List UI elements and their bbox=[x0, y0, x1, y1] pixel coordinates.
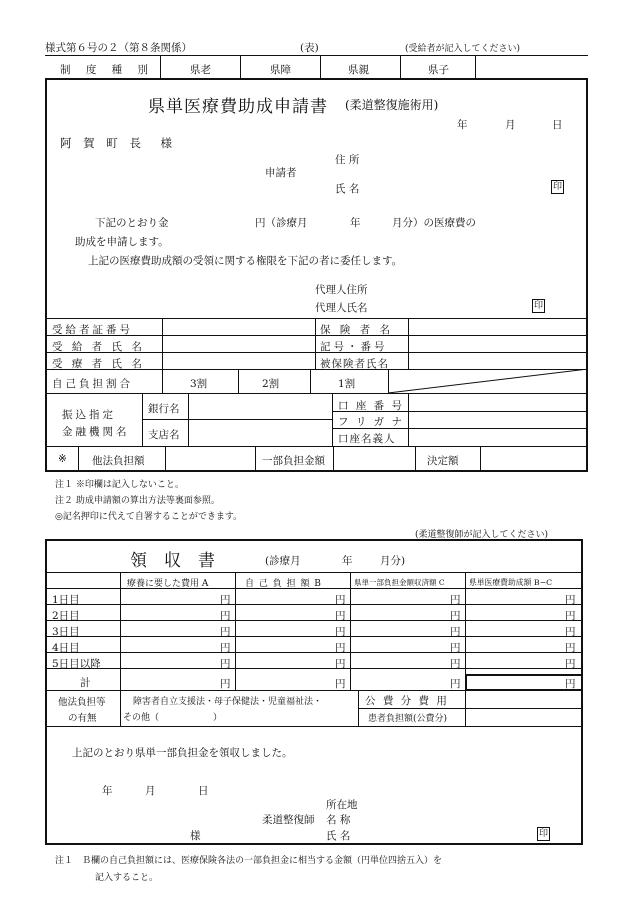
receipt-statement: 上記のとおり県単一部負担金を領収しました。 bbox=[72, 747, 293, 759]
application-subtitle: (柔道整復施術用) bbox=[345, 98, 439, 112]
other-law-label: 他法負担額 bbox=[92, 455, 145, 467]
yen-a4: 円 bbox=[220, 642, 231, 654]
yen-c-total: 円 bbox=[450, 678, 461, 690]
yen-d5: 円 bbox=[565, 658, 576, 670]
row-day-2: 2日目 bbox=[52, 610, 80, 622]
col-cost-a: 療養に要した費用 A bbox=[127, 579, 209, 589]
yen-c4: 円 bbox=[450, 642, 461, 654]
system-type-label: 制 度 種 別 bbox=[60, 64, 155, 76]
cert-number-label: 受給者証番号 bbox=[52, 324, 133, 336]
firm-name-label: 名 称 bbox=[326, 814, 351, 826]
yen-b3: 円 bbox=[335, 626, 346, 638]
option-kenshin[interactable]: 県親 bbox=[348, 64, 369, 76]
row-total: 計 bbox=[80, 677, 91, 689]
yen-b2: 円 bbox=[335, 610, 346, 622]
receipt-year-label: 年 bbox=[342, 555, 353, 567]
diagonal-line bbox=[388, 369, 588, 393]
other-law-label-1: 他法負担等 bbox=[58, 697, 106, 708]
row-day-4: 4日目 bbox=[52, 642, 80, 654]
note-3: ◎記名押印に代えて自署することができます。 bbox=[55, 512, 243, 522]
form-number: 様式第６号の２（第８条関係） bbox=[45, 42, 192, 54]
patient-name-label: 受 療 者 氏 名 bbox=[52, 358, 145, 370]
body-text-delegation: 上記の医療費助成額の受領に関する権限を下記の者に委任します。 bbox=[88, 255, 403, 267]
seal-mark: 印 bbox=[552, 182, 562, 192]
agent-address-label: 代理人住所 bbox=[315, 284, 368, 296]
body-text-request: 助成を申請します。 bbox=[75, 236, 169, 248]
location-label: 所在地 bbox=[326, 799, 358, 811]
practitioner-name-label: 氏 名 bbox=[326, 830, 351, 842]
decision-label: 決定額 bbox=[427, 455, 459, 467]
burden-ratio-label: 自己負担割合 bbox=[52, 378, 133, 390]
body-text-medical: 月分）の医療費の bbox=[392, 217, 476, 229]
body-text-month: 円（診療月 bbox=[255, 217, 308, 229]
applicant-instruction: (受給者が記入してください) bbox=[405, 44, 521, 54]
row-day-1: 1日目 bbox=[52, 594, 80, 606]
receipt-monthpart-label: 月分) bbox=[380, 555, 406, 567]
partial-amount-label: 一部負担金額 bbox=[262, 455, 325, 467]
yen-c1: 円 bbox=[450, 594, 461, 606]
recipient-name-label: 受 給 者 氏 名 bbox=[52, 341, 145, 353]
law-text-2: その他（ ） bbox=[123, 713, 223, 723]
yen-d2: 円 bbox=[565, 610, 576, 622]
bank-label-2: 金融機関名 bbox=[62, 426, 130, 438]
yen-b5: 円 bbox=[335, 658, 346, 670]
yen-d1: 円 bbox=[565, 594, 576, 606]
public-cost-label: 公 費 分 費 用 bbox=[365, 695, 449, 707]
insured-name-label: 被保険者氏名 bbox=[320, 358, 389, 370]
address-label: 住 所 bbox=[335, 154, 360, 166]
patient-public-label: 患者負担額(公費分) bbox=[368, 714, 448, 724]
yen-c5: 円 bbox=[450, 658, 461, 670]
yen-a3: 円 bbox=[220, 626, 231, 638]
date-year: 年 bbox=[457, 119, 468, 131]
yen-b4: 円 bbox=[335, 642, 346, 654]
yen-d3: 円 bbox=[565, 626, 576, 638]
law-text-1: 障害者自立支援法・母子保健法・児童福祉法・ bbox=[133, 697, 323, 707]
addressee: 阿 賀 町 長 様 bbox=[60, 136, 176, 150]
row-day-5plus: 5日目以降 bbox=[52, 658, 101, 670]
option-kenko[interactable]: 県子 bbox=[428, 64, 449, 76]
practitioner-instruction: (柔道整復師が記入してください) bbox=[415, 530, 549, 540]
bank-name-label: 銀行名 bbox=[148, 403, 180, 415]
note-1: 注１ ※印欄は記入しないこと。 bbox=[55, 480, 184, 490]
other-law-label-2: の有無 bbox=[68, 713, 97, 724]
footnote-line-2: 記入すること。 bbox=[95, 873, 159, 883]
row-day-3: 3日目 bbox=[52, 626, 80, 638]
yen-a-total: 円 bbox=[220, 678, 231, 690]
yen-d4: 円 bbox=[565, 642, 576, 654]
receipt-date-day: 日 bbox=[198, 785, 209, 797]
receipt-month-label: (診療月 bbox=[265, 555, 301, 567]
yen-c2: 円 bbox=[450, 610, 461, 622]
branch-label: 支店名 bbox=[148, 429, 180, 441]
receipt-date-year: 年 bbox=[102, 785, 113, 797]
symbol-number-label: 記号・番号 bbox=[320, 341, 388, 353]
yen-a2: 円 bbox=[220, 610, 231, 622]
agent-name-label: 代理人氏名 bbox=[315, 302, 368, 314]
insurer-label: 保 険 者 名 bbox=[320, 324, 394, 336]
office-mark: ※ bbox=[58, 453, 67, 465]
yen-b1: 円 bbox=[335, 594, 346, 606]
footnote-line-1: 注１ Ｂ欄の自己負担額には、医療保険各法の一部負担金に相当する金額（円単位四捨五入）を bbox=[55, 856, 443, 866]
yen-d-total: 円 bbox=[565, 678, 576, 690]
applicant-label: 申請者 bbox=[265, 167, 297, 179]
furigana-label: フ リ ガ ナ bbox=[338, 416, 405, 428]
date-day: 日 bbox=[552, 119, 563, 131]
practitioner-label: 柔道整復師 bbox=[262, 814, 315, 826]
option-kenro[interactable]: 県老 bbox=[190, 64, 211, 76]
col-self-b: 自 己 負 担 額 B bbox=[245, 579, 322, 589]
col-received-c: 県単一部負担金額収済額 C bbox=[354, 578, 445, 587]
option-kensho[interactable]: 県障 bbox=[270, 64, 291, 76]
bank-label-1: 振込指定 bbox=[62, 409, 116, 421]
practitioner-seal-mark: 印 bbox=[538, 829, 548, 839]
agent-seal-mark: 印 bbox=[533, 301, 543, 311]
yen-b-total: 円 bbox=[335, 678, 346, 690]
receipt-title: 領 収 書 bbox=[130, 551, 215, 571]
date-month: 月 bbox=[505, 119, 516, 131]
col-subsidy-bc: 県単医療費助成額 B−C bbox=[469, 578, 553, 587]
yen-a5: 円 bbox=[220, 658, 231, 670]
yen-a1: 円 bbox=[220, 594, 231, 606]
ratio-30[interactable]: 3割 bbox=[190, 378, 208, 390]
receipt-date-month: 月 bbox=[145, 785, 156, 797]
ratio-20[interactable]: 2割 bbox=[262, 378, 280, 390]
application-title: 県単医療費助成申請書 bbox=[148, 97, 328, 117]
account-holder-label: 口座名義人 bbox=[338, 433, 396, 445]
body-text-year: 年 bbox=[350, 217, 361, 229]
ratio-10[interactable]: 1割 bbox=[338, 378, 356, 390]
honorific-label: 様 bbox=[190, 830, 201, 842]
side-label: (表) bbox=[300, 42, 319, 54]
name-label: 氏 名 bbox=[335, 183, 360, 195]
body-text-amount: 下記のとおり金 bbox=[95, 217, 169, 229]
yen-c3: 円 bbox=[450, 626, 461, 638]
note-2: 注２ 助成申請額の算出方法等裏面参照。 bbox=[55, 496, 220, 506]
account-number-label: 口 座 番 号 bbox=[338, 400, 405, 412]
